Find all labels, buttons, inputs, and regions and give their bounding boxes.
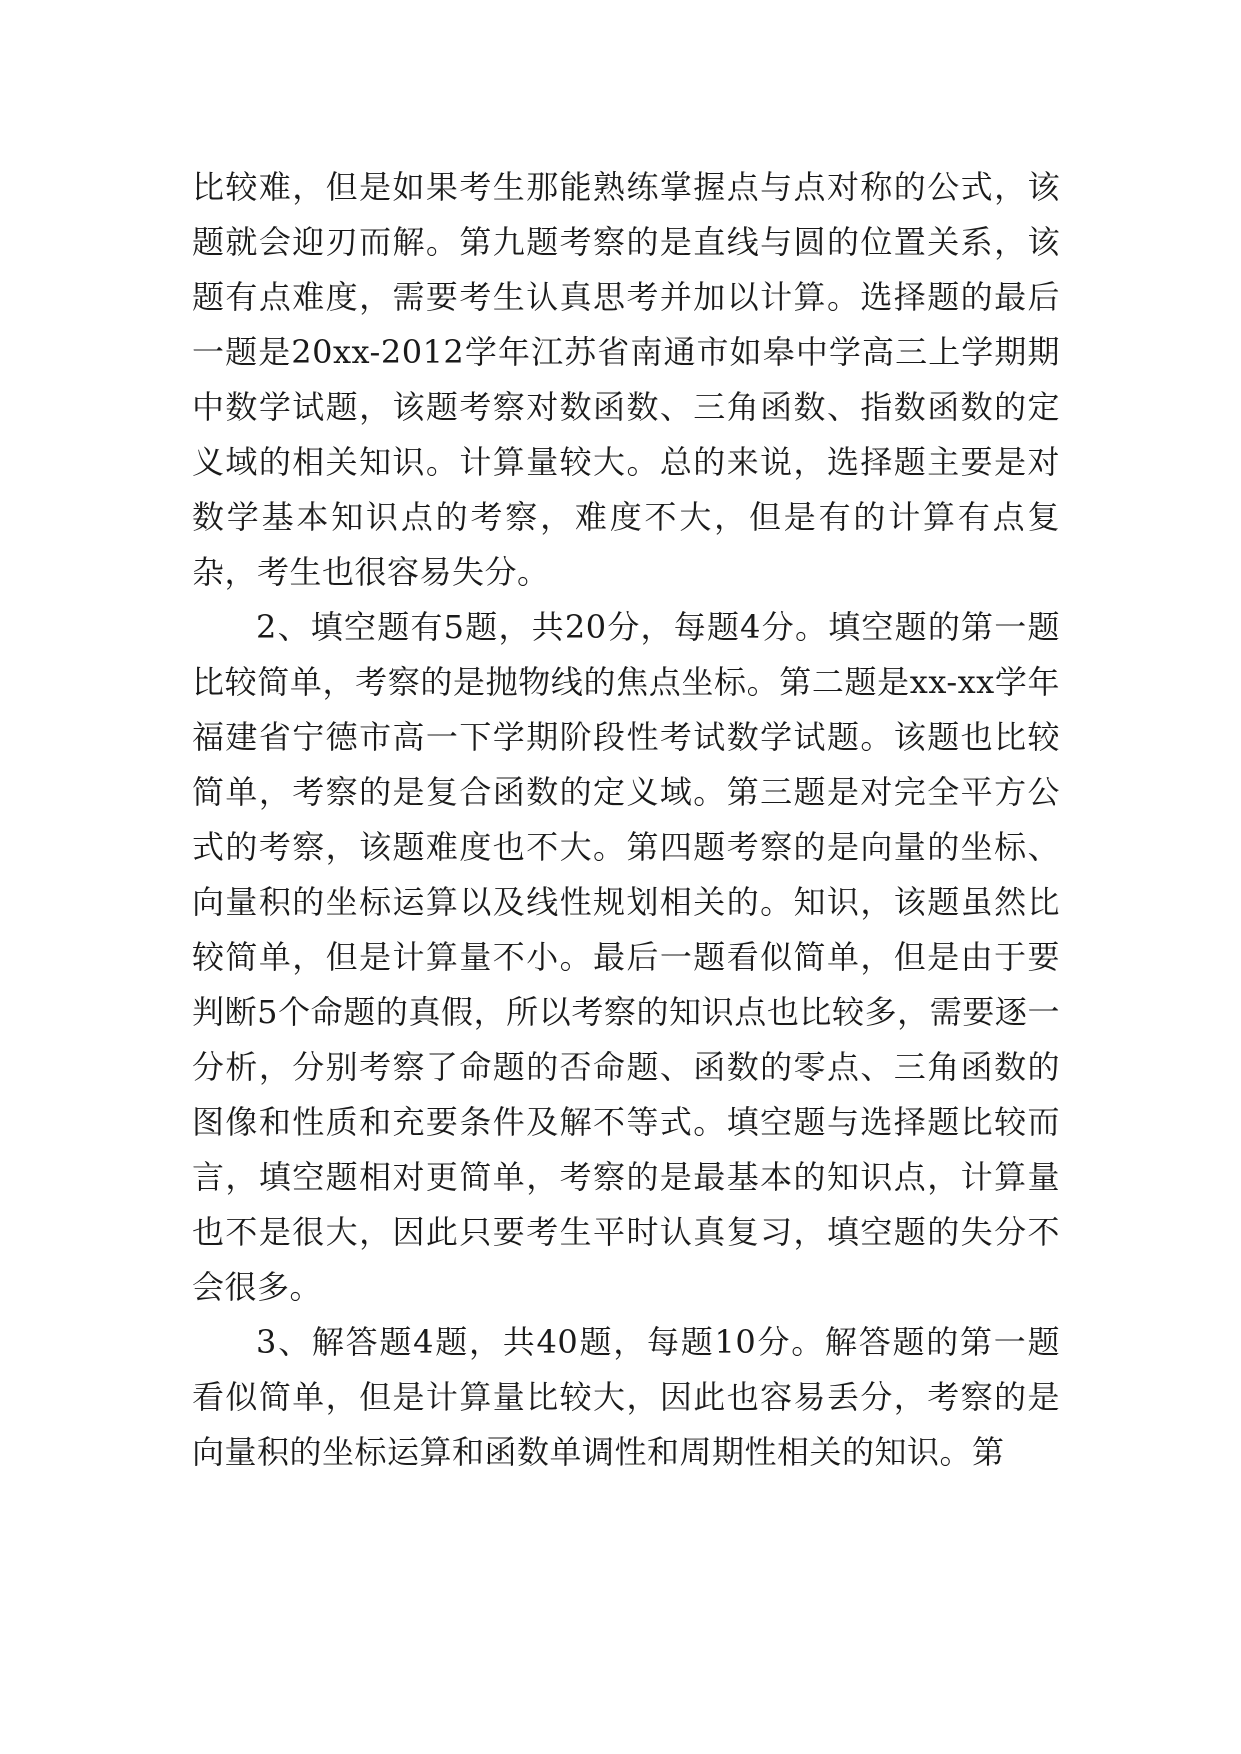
paragraph-answer-questions: 3、解答题4题，共40题，每题10分。解答题的第一题看似简单，但是计算量比较大，因此也容易丢分，考察的是向量积的坐标运算和函数单调性和周期性相关的知识。第 — [192, 1323, 1060, 1471]
document-body — [192, 160, 1060, 1480]
paragraph-continuation: 比较难，但是如果考生那能熟练掌握点与点对称的公式，该题就会迎刃而解。第九题考察的是直线与圆的位置关系，该题有点难度，需要考生认真思考并加以计算。选择题的最后一题是20xx-2012学年江苏省南通市如皋中学高三上学期期中数学试题，该题考察对数函数、三角函数、指数函数的定义域的相关知识。计算量较大。总的来说，选择题主要是对数学基本知识点的考察，难度不大，但是有的计算有点复杂，考生也很容易失分。 — [192, 168, 1060, 591]
paragraph-fill-in-blank: 2、填空题有5题，共20分，每题4分。填空题的第一题比较简单，考察的是抛物线的焦点坐标。第二题是xx-xx学年福建省宁德市高一下学期阶段性考试数学试题。该题也比较简单，考察的是复合函数的定义域。第三题是对完全平方公式的考察，该题难度也不大。第四题考察的是向量的坐标、向量积的坐标运算以及线性规划相关的。知识，该题虽然比较简单，但是计算量不小。最后一题看似简单，但是由于要判断5个命题的真假，所以考察的知识点也比较多，需要逐一分析，分别考察了命题的否命题、函数的零点、三角函数的图像和性质和充要条件及解不等式。填空题与选择题比较而言，填空题相对更简单，考察的是最基本的知识点，计算量也不是很大，因此只要考生平时认真复习，填空题的失分不会很多。 — [192, 608, 1060, 1306]
